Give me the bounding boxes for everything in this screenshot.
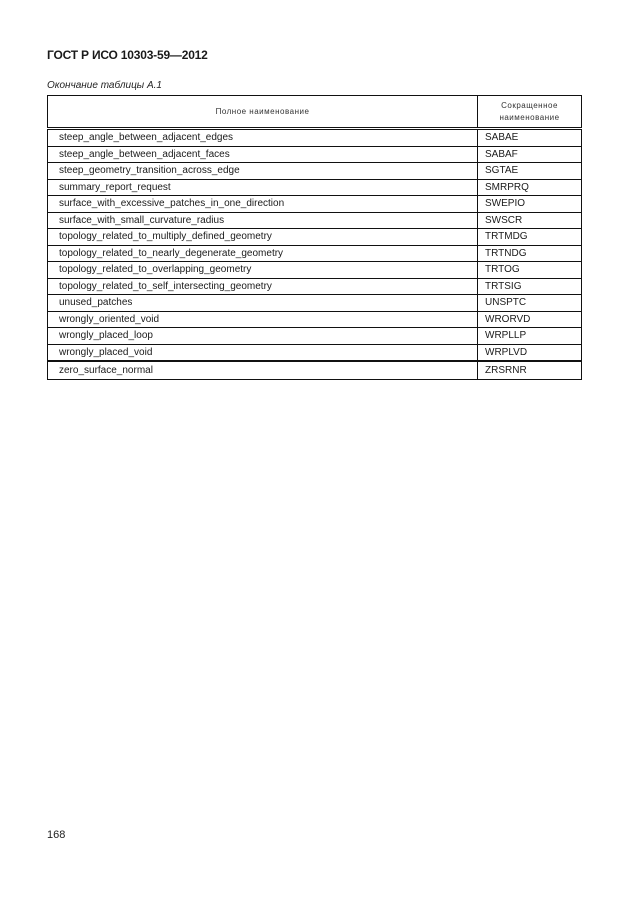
- cell-abbreviation: SWSCR: [478, 212, 582, 229]
- cell-full-name: topology_related_to_self_intersecting_geometry: [48, 278, 478, 295]
- cell-abbreviation: SGTAE: [478, 163, 582, 180]
- cell-full-name: unused_patches: [48, 295, 478, 312]
- cell-abbreviation: SMRPRQ: [478, 179, 582, 196]
- cell-full-name: summary_report_request: [48, 179, 478, 196]
- cell-full-name: topology_related_to_overlapping_geometry: [48, 262, 478, 279]
- table-row: [48, 344, 582, 361]
- table-row: [48, 245, 582, 262]
- cell-full-name: zero_surface_normal: [48, 361, 478, 380]
- table-row: [48, 146, 582, 163]
- cell-full-name: surface_with_excessive_patches_in_one_direction: [48, 196, 478, 213]
- cell-abbreviation: WRORVD: [478, 311, 582, 328]
- cell-abbreviation: TRTSIG: [478, 278, 582, 295]
- cell-full-name: steep_geometry_transition_across_edge: [48, 163, 478, 180]
- cell-abbreviation: SABAF: [478, 146, 582, 163]
- cell-abbreviation: UNSPTC: [478, 295, 582, 312]
- table-row: [48, 196, 582, 213]
- header-abbreviation: [478, 96, 582, 129]
- table-row: [48, 361, 582, 380]
- cell-abbreviation: SABAE: [478, 129, 582, 147]
- table-row: [48, 163, 582, 180]
- table-row: [48, 229, 582, 246]
- header-abbr-line2: наименование: [499, 112, 560, 122]
- table-row: [48, 295, 582, 312]
- table-row: [48, 328, 582, 345]
- page-number: 168: [47, 829, 66, 841]
- cell-abbreviation: WRPLLP: [478, 328, 582, 345]
- table-row: [48, 212, 582, 229]
- cell-abbreviation: TRTOG: [478, 262, 582, 279]
- cell-abbreviation: WRPLVD: [478, 344, 582, 361]
- cell-full-name: wrongly_placed_void: [48, 344, 478, 361]
- table-row: [48, 262, 582, 279]
- table-row: [48, 311, 582, 328]
- cell-full-name: steep_angle_between_adjacent_faces: [48, 146, 478, 163]
- cell-full-name: topology_related_to_nearly_degenerate_geometry: [48, 245, 478, 262]
- cell-abbreviation: TRTNDG: [478, 245, 582, 262]
- table-row: [48, 129, 582, 147]
- abbreviations-table: [47, 95, 582, 380]
- cell-abbreviation: SWEPIO: [478, 196, 582, 213]
- cell-full-name: topology_related_to_multiply_defined_geometry: [48, 229, 478, 246]
- cell-full-name: wrongly_oriented_void: [48, 311, 478, 328]
- table-row: [48, 278, 582, 295]
- table-row: [48, 179, 582, 196]
- header-full-name: Полное наименование: [48, 96, 478, 129]
- document-standard-title: ГОСТ Р ИСО 10303-59—2012: [47, 48, 208, 62]
- cell-abbreviation: ZRSRNR: [478, 361, 582, 380]
- cell-full-name: wrongly_placed_loop: [48, 328, 478, 345]
- cell-full-name: surface_with_small_curvature_radius: [48, 212, 478, 229]
- cell-abbreviation: TRTMDG: [478, 229, 582, 246]
- table-caption: Окончание таблицы А.1: [47, 80, 162, 91]
- cell-full-name: steep_angle_between_adjacent_edges: [48, 129, 478, 147]
- table-header-row: [48, 96, 582, 129]
- header-abbr-line1: Сокращенное: [501, 100, 558, 110]
